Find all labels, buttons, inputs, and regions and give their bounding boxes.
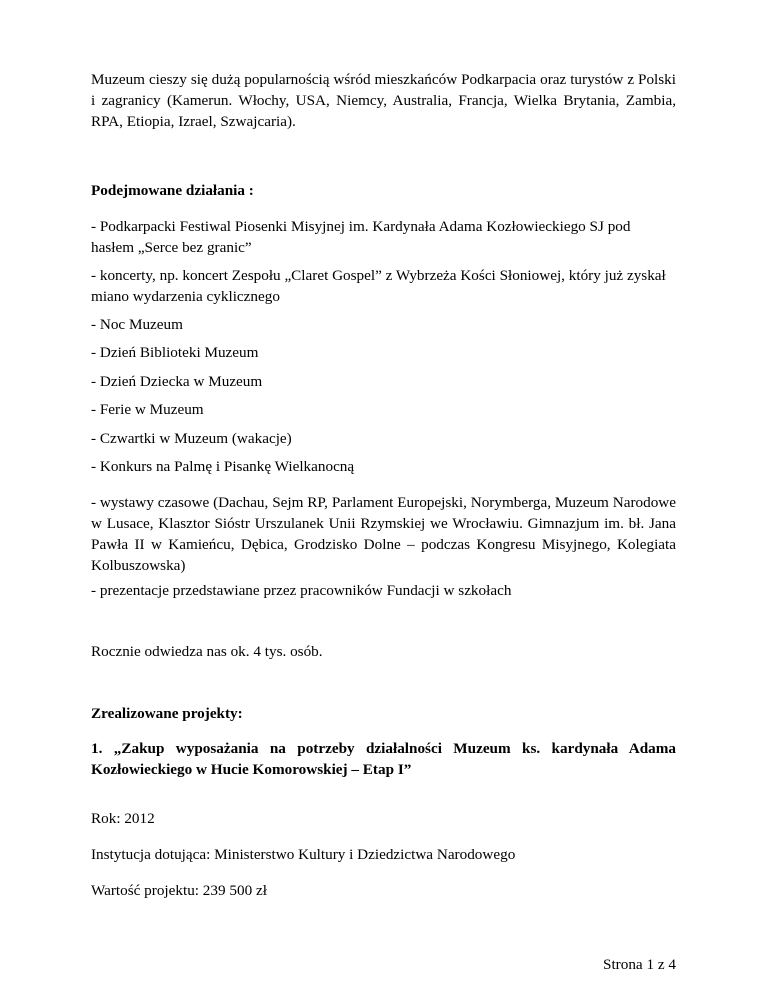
activity-item: - wystawy czasowe (Dachau, Sejm RP, Parlament Europejski, Norymberga, Muzeum Narodowe w Lusace, Klasztor Sióstr Urszulanek Unii Rzymskiej we Wrocławiu. Gimnazjum im. bł. Jana Pawła II w Kamieńcu, Dębica, Grodzisko Dolne – podczas Kongresu Misyjnego, Kolegiata Kolbuszowska) — [91, 494, 676, 574]
activity-item: - Czwartki w Muzeum (wakacje) — [91, 430, 292, 447]
activity-item: - Konkurs na Palmę i Pisankę Wielkanocną — [91, 458, 355, 475]
activity-item: - Noc Muzeum — [91, 316, 183, 333]
activity-item: - Dzień Biblioteki Muzeum — [91, 344, 259, 361]
activity-item: - koncerty, np. koncert Zespołu „Claret Gospel” z Wybrzeża Kości Słoniowej, który już zyskał miano wydarzenia cyklicznego — [91, 267, 666, 305]
projects-heading: Zrealizowane projekty: — [91, 705, 243, 722]
project-year: Rok: 2012 — [91, 810, 155, 827]
activity-item: - prezentacje przedstawiane przez pracowników Fundacji w szkołach — [91, 582, 512, 599]
activity-item: - Ferie w Muzeum — [91, 401, 204, 418]
project-value: Wartość projektu: 239 500 zł — [91, 882, 267, 899]
activity-item: - Podkarpacki Festiwal Piosenki Misyjnej im. Kardynała Adama Kozłowieckiego SJ pod hasłem „Serce bez granic” — [91, 218, 631, 256]
project-institution: Instytucja dotująca: Ministerstwo Kultury i Dziedzictwa Narodowego — [91, 846, 516, 863]
visitors-paragraph: Rocznie odwiedza nas ok. 4 tys. osób. — [91, 643, 323, 660]
activities-heading: Podejmowane działania : — [91, 182, 254, 199]
page-number: Strona 1 z 4 — [603, 956, 676, 973]
project-title: 1. „Zakup wyposażania na potrzeby działalności Muzeum ks. kardynała Adama Kozłowieckiego w Hucie Komorowskiej – Etap I” — [91, 740, 676, 778]
activity-item: - Dzień Dziecka w Muzeum — [91, 373, 263, 390]
intro-paragraph: Muzeum cieszy się dużą popularnością wśród mieszkańców Podkarpacia oraz turystów z Polski i zagranicy (Kamerun. Włochy, USA, Niemcy, Australia, Francja, Wielka Brytania, Zambia, RPA, Etiopia, Izrael, Szwajcaria). — [91, 71, 676, 130]
